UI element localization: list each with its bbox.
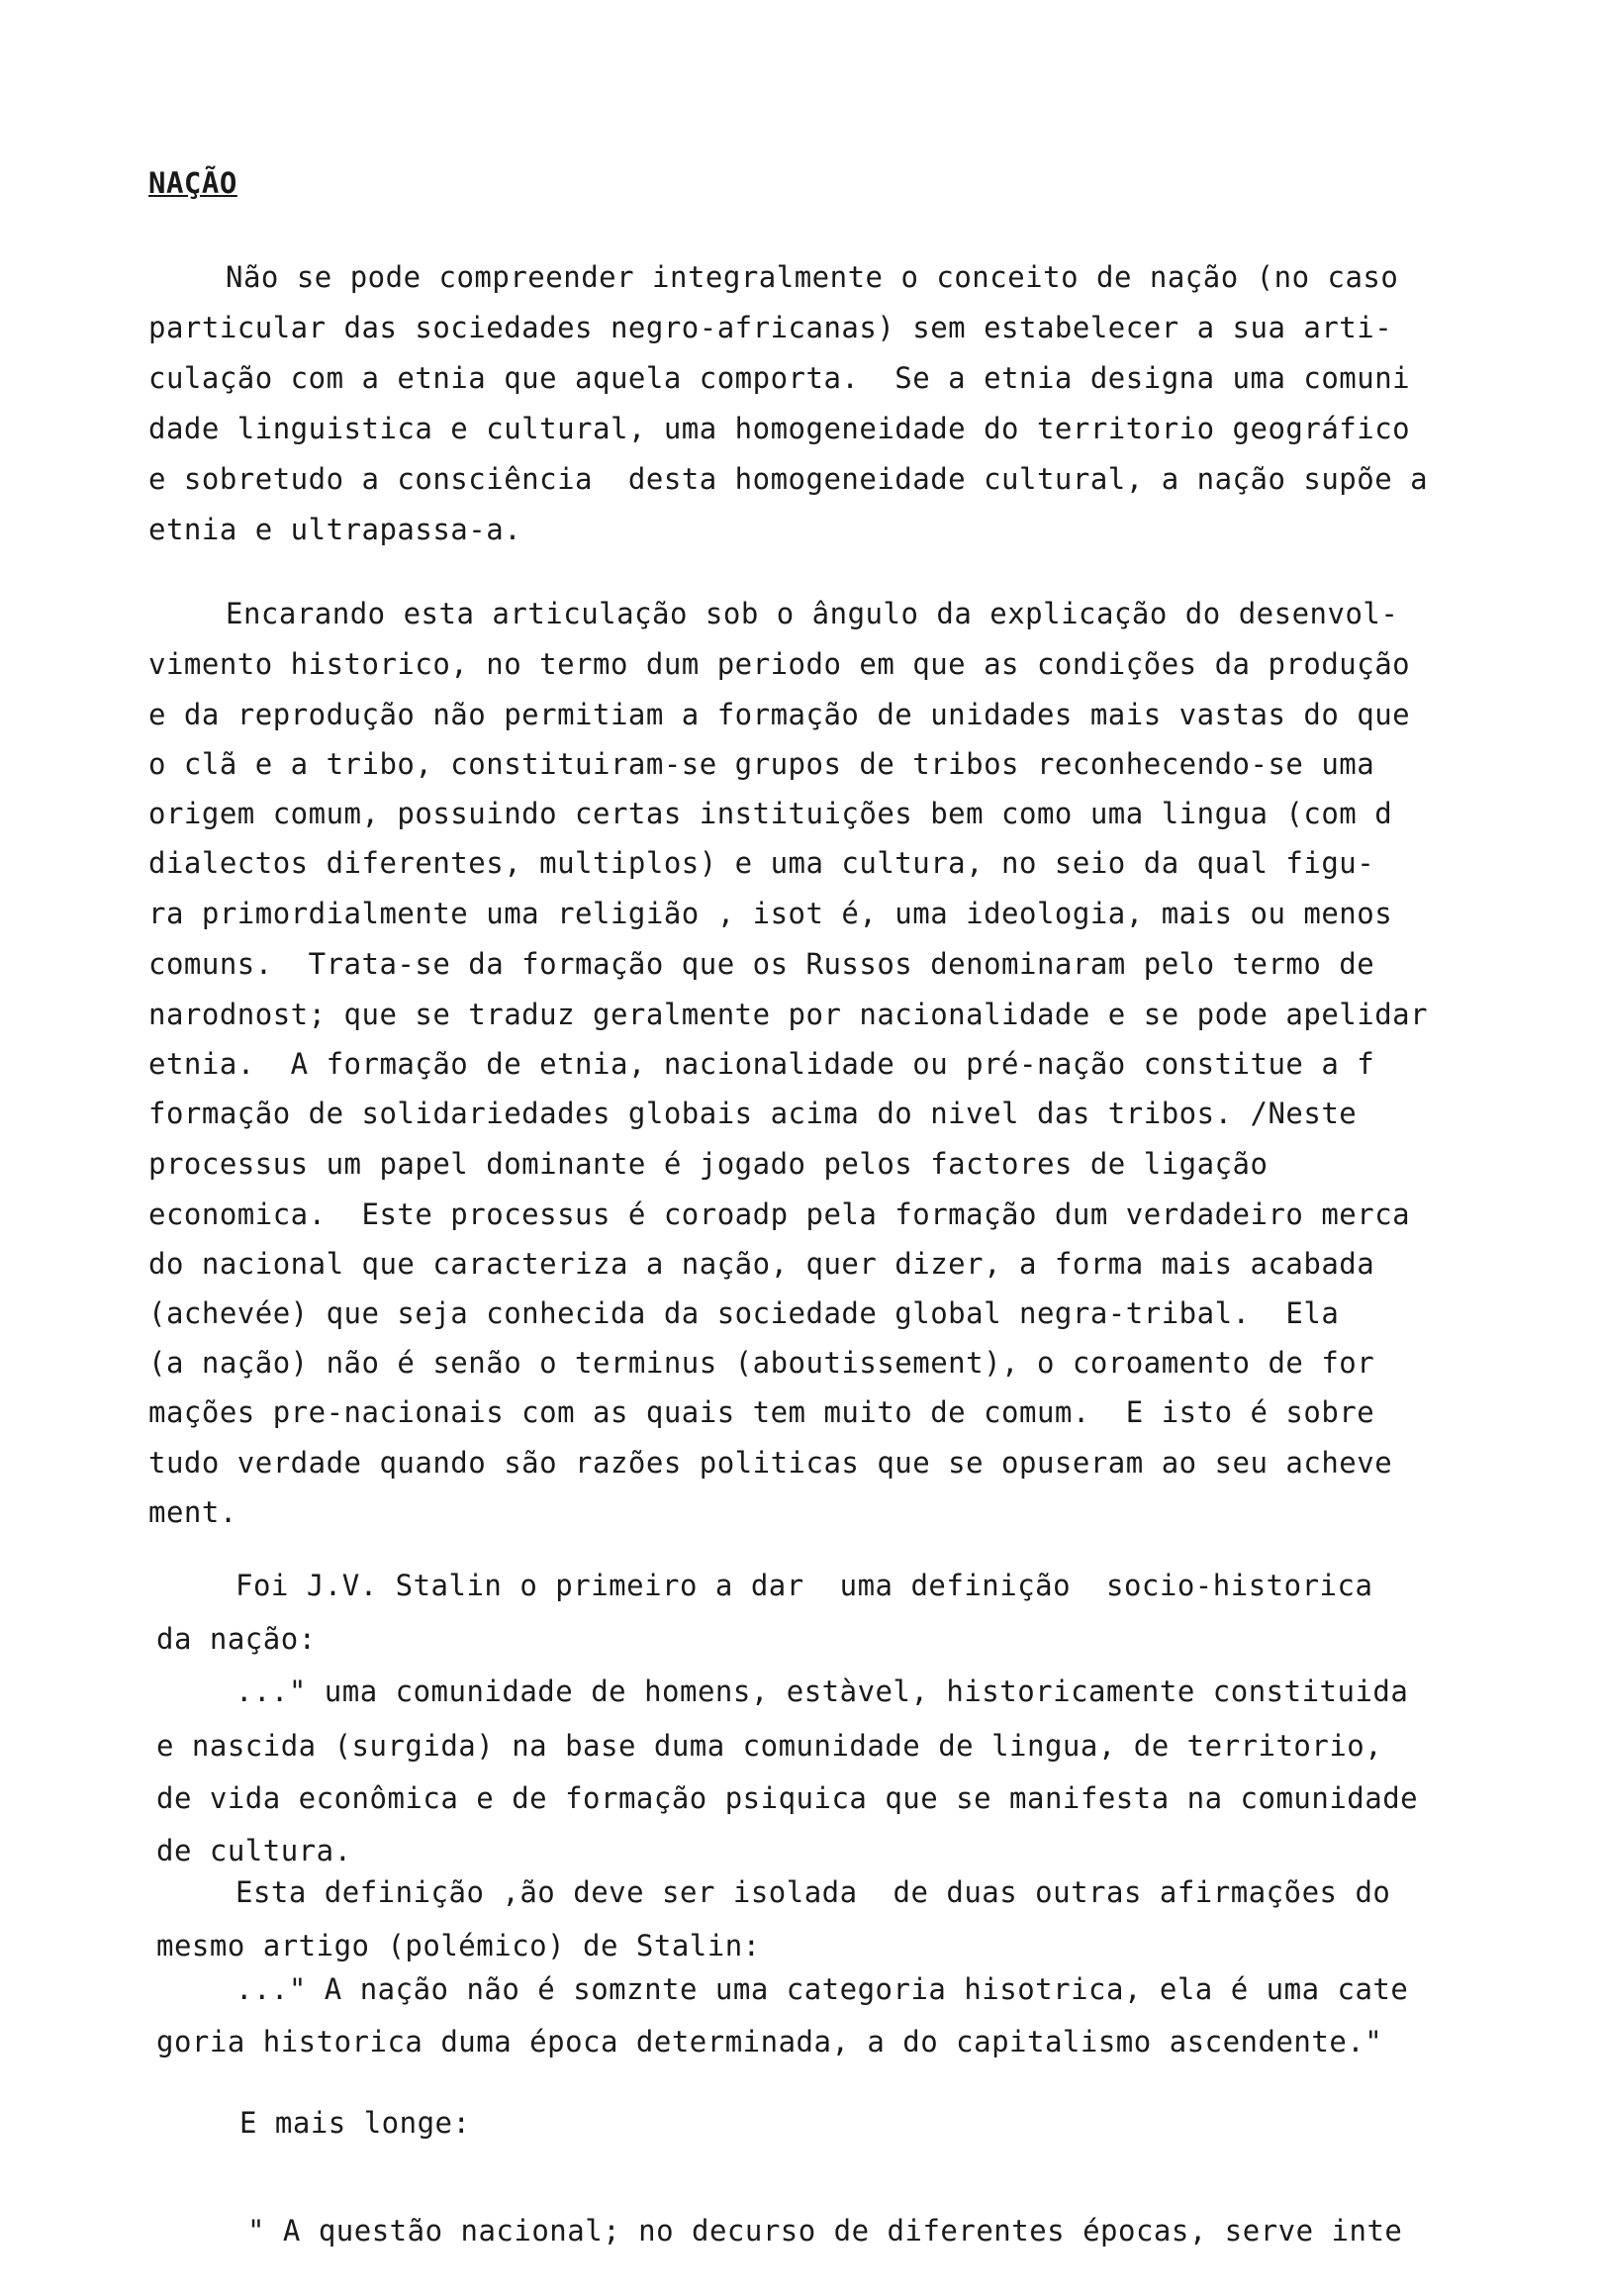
text-line: tudo verdade quando são razões politicas que se opuseram ao seu acheve — [148, 1446, 1393, 1480]
text-line: vimento historico, no termo dum periodo em que as condições da produção — [148, 647, 1411, 681]
quote-line: ..." A nação não é somznte uma categoria hisotrica, ela é uma cate — [235, 1972, 1409, 2006]
text-line: o clã e a tribo, constituiram-se grupos de tribos reconhecendo-se uma — [148, 747, 1375, 781]
text-line: Foi J.V. Stalin o primeiro a dar uma definição socio-historica — [235, 1569, 1373, 1602]
text-line: processus um papel dominante é jogado pelos factores de ligação — [148, 1147, 1269, 1181]
text-line: ment. — [148, 1495, 237, 1529]
text-line: e da reprodução não permitiam a formação de unidades mais vastas do que — [148, 698, 1411, 731]
text-line: e sobretudo a consciência desta homogeneidade cultural, a nação supõe a — [148, 462, 1429, 496]
text-line: E mais longe: — [239, 2106, 471, 2140]
text-line: (a nação) não é senão o terminus (aboutissement), o coroamento de for — [148, 1346, 1375, 1380]
text-line: narodnost; que se traduz geralmente por nacionalidade e se pode apelidar — [148, 998, 1429, 1031]
text-line: mações pre-nacionais com as quais tem muito de comum. E isto é sobre — [148, 1395, 1375, 1429]
text-line: mesmo artigo (polémico) de Stalin: — [156, 1929, 761, 1962]
text-line: economica. Este processus é coroadp pela formação dum verdadeiro merca — [148, 1197, 1411, 1231]
text-line: dade linguistica e cultural, uma homogeneidade do territorio geográfico — [148, 412, 1411, 445]
quote-line: " A questão nacional; no decurso de diferentes épocas, serve inte — [247, 2214, 1403, 2248]
text-line: (achevée) que seja conhecida da sociedade global negra-tribal. Ela — [148, 1296, 1340, 1330]
quote-line: de vida econômica e de formação psiquica que se manifesta na comunidade — [156, 1781, 1419, 1815]
text-line: dialectos diferentes, multiplos) e uma cultura, no seio da qual figu- — [148, 846, 1375, 880]
text-line: ra primordialmente uma religião , isot é, uma ideologia, mais ou menos — [148, 897, 1393, 930]
text-line: etnia. A formação de etnia, nacionalidade ou pré-nação constitue a f — [148, 1047, 1375, 1081]
text-line: Esta definição ,ão deve ser isolada de duas outras afirmações do — [235, 1875, 1391, 1909]
text-line: particular das sociedades negro-africanas) sem estabelecer a sua arti- — [148, 311, 1393, 344]
quote-line: de cultura. — [156, 1834, 352, 1867]
text-line: da nação: — [156, 1622, 317, 1656]
text-line: comuns. Trata-se da formação que os Russos denominaram pelo termo de — [148, 947, 1375, 981]
text-line: Encarando esta articulação sob o ângulo da explicação do desenvol- — [226, 597, 1399, 630]
text-line: do nacional que caracteriza a nação, quer dizer, a forma mais acabada — [148, 1247, 1375, 1281]
text-line: culação com a etnia que aquela comporta. Se a etnia designa uma comuni — [148, 361, 1411, 395]
quote-line: e nascida (surgida) na base duma comunidade de lingua, de territorio, — [156, 1729, 1383, 1763]
text-line: etnia e ultrapassa-a. — [148, 513, 522, 546]
quote-line: ..." uma comunidade de homens, estàvel, historicamente constituida — [235, 1674, 1409, 1708]
quote-line: goria historica duma época determinada, a do capitalismo ascendente." — [156, 2025, 1383, 2058]
text-line: Não se pode compreender integralmente o conceito de nação (no caso — [226, 260, 1399, 294]
document-title: NAÇÃO — [148, 166, 237, 200]
text-line: origem comum, possuindo certas instituições bem como uma lingua (com d — [148, 797, 1393, 830]
text-line: formação de solidariedades globais acima do nivel das tribos. /Neste — [148, 1097, 1358, 1130]
